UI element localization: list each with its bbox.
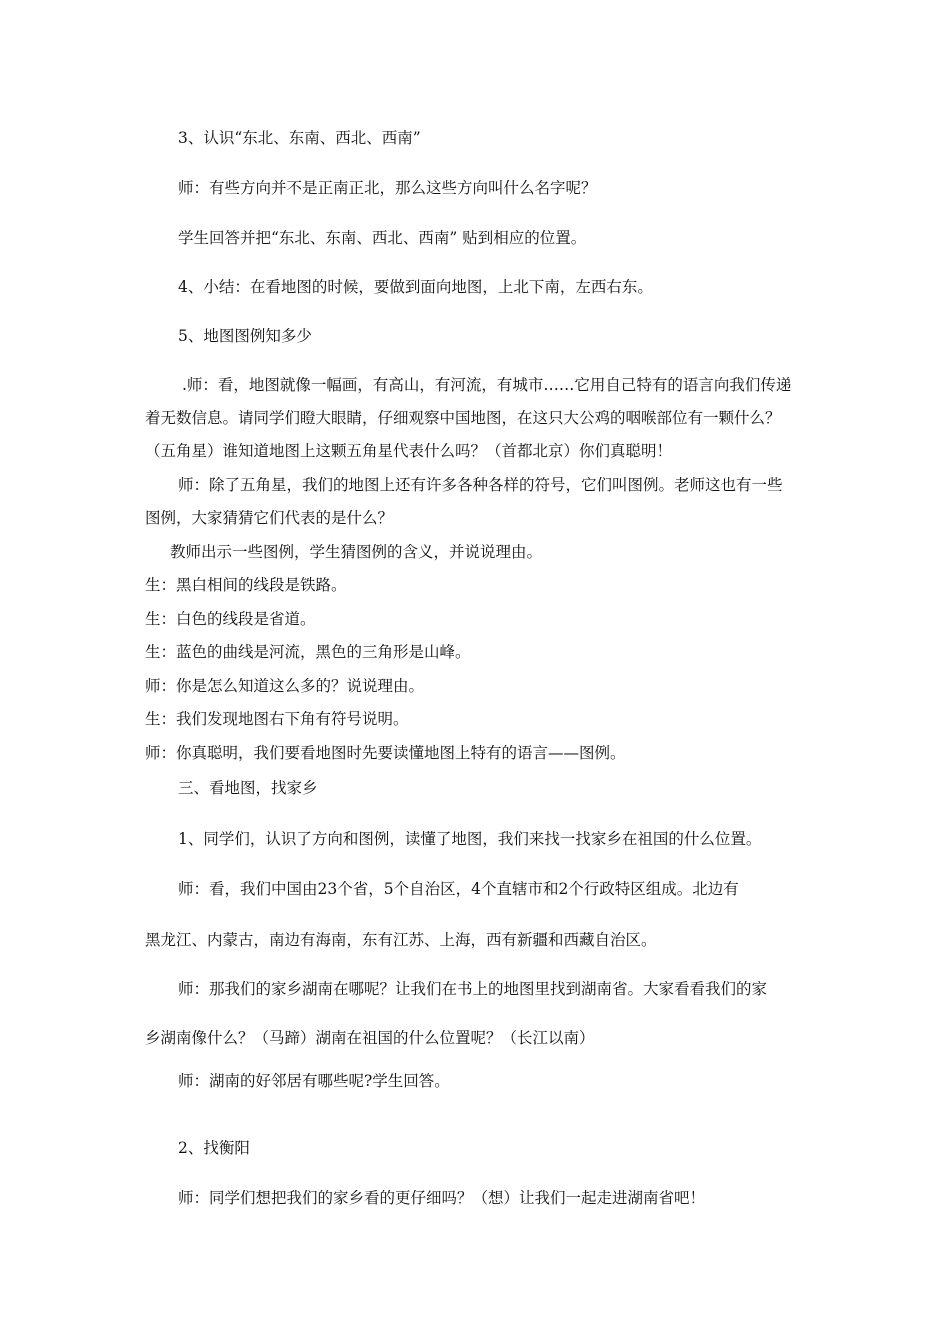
paragraph-line: 乡湖南像什么？（马蹄）湖南在祖国的什么位置呢？（长江以南） (145, 1029, 595, 1047)
paragraph-line: 教师出示一些图例，学生猜图例的含义，并说说理由。 (170, 543, 543, 561)
paragraph-line: 着无数信息。请同学们瞪大眼睛，仔细观察中国地图，在这只大公鸡的咽喉部位有一颗什么？ (145, 409, 781, 427)
heading-directions: 3、认识“东北、东南、西北、西南” (178, 129, 421, 147)
paragraph-line: 学生回答并把“东北、东南、西北、西南” 贴到相应的位置。 (178, 229, 587, 247)
paragraph-line: （五角星）谁知道地图上这颗五角星代表什么吗？（首都北京）你们真聪明！ (145, 442, 673, 460)
heading-map-legend: 5、地图图例知多少 (178, 327, 312, 345)
paragraph-line: 师：有些方向并不是正南正北，那么这些方向叫什么名字呢？ (178, 179, 597, 197)
dialogue-line: 生：蓝色的曲线是河流，黑色的三角形是山峰。 (145, 643, 471, 661)
paragraph-line: 黑龙江、内蒙古，南边有海南，东有江苏、上海，西有新疆和西藏自治区。 (145, 931, 657, 949)
paragraph-line: 师：湖南的好邻居有哪些呢?学生回答。 (178, 1072, 450, 1090)
section-heading-find-hometown: 三、看地图，找家乡 (178, 779, 318, 797)
dialogue-line: 师：你真聪明，我们要看地图时先要读懂地图上特有的语言——图例。 (145, 744, 626, 762)
dialogue-line: 师：你是怎么知道这么多的？说说理由。 (145, 677, 425, 695)
paragraph-line: 4、小结：在看地图的时候，要做到面向地图，上北下南，左西右东。 (178, 278, 653, 296)
paragraph-line: 师：同学们想把我们的家乡看的更仔细吗？（想）让我们一起走进湖南省吧！ (178, 1189, 706, 1207)
dialogue-line: 生：黑白相间的线段是铁路。 (145, 576, 347, 594)
paragraph-line: 师：除了五角星，我们的地图上还有许多各种各样的符号，它们叫图例。老师这也有一些 (178, 476, 783, 494)
dialogue-line: 生：白色的线段是省道。 (145, 610, 316, 628)
paragraph-line: 师：看，我们中国由23个省，5个自治区，4个直辖市和2个行政特区组成。北边有 (178, 880, 739, 898)
paragraph-line: 师：那我们的家乡湖南在哪呢？让我们在书上的地图里找到湖南省。大家看看我们的家 (178, 980, 768, 998)
paragraph-line: 图例，大家猜猜它们代表的是什么？ (145, 509, 394, 527)
paragraph-line: .师：看，地图就像一幅画，有高山，有河流，有城市……它用自己特有的语言向我们传递 (182, 376, 792, 394)
heading-find-hengyang: 2、找衡阳 (178, 1139, 250, 1157)
dialogue-line: 生：我们发现地图右下角有符号说明。 (145, 710, 409, 728)
paragraph-line: 1、同学们，认识了方向和图例，读懂了地图，我们来找一找家乡在祖国的什么位置。 (178, 830, 762, 848)
